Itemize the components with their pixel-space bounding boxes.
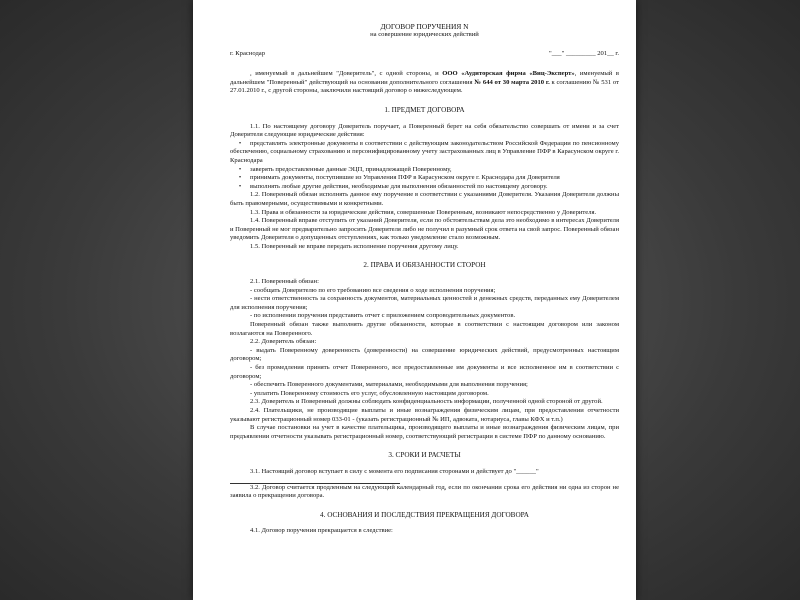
- section-1-heading: 1. ПРЕДМЕТ ДОГОВОРА: [384, 105, 465, 114]
- section-2-heading: 2. ПРАВА И ОБЯЗАННОСТИ СТОРОН: [363, 261, 486, 270]
- clause-1-3: 1.3. Права и обязанности за юридические действия, совершенные Поверенным, возникают непосредственно у Доверителя.: [250, 208, 597, 216]
- list-item: • представлять электронные документы в соответствии с действующим законодательством Российской Федерации по пенсионному обеспечению, социальному страхованию и персонифицированному учету застрахованных лиц в Управление ПФР в Карасунском округе г. Краснодара: [230, 139, 619, 164]
- document-title: ДОГОВОР ПОРУЧЕНИЯ N: [380, 22, 469, 31]
- clause-1-4: 1.4. Поверенный вправе отступить от указаний Доверителя, если по обстоятельствам дела это необходимо в интересах Доверителя и Поверенный не мог предварительно запросить Доверителя либо не получил в разумный срок ответа на свой запрос. Поверенный обязан уведомить Доверителя о допущенных отступлениях, как только уведомление стало возможным.: [230, 217, 619, 242]
- clause-1-1: 1.1. По настоящему договору Доверитель поручает, а Поверенный берет на себя обязательство совершать от имени и за счет Доверителя следующие юридические действия:: [230, 122, 619, 139]
- list-item: • принимать документы, поступившие из Управления ПФР в Карасунском округе г. Краснодара для Доверителя: [238, 174, 560, 182]
- clause-2-2: 2.2. Доверитель обязан:: [250, 338, 317, 346]
- list-item: • выполнять любые другие действия, необходимые для выполнения обязанностей по настоящему договору.: [238, 182, 548, 190]
- list-item: - выдать Поверенному доверенность (доверенности) на совершение юридических действий, предусмотренных настоящим договором;: [230, 346, 619, 363]
- document-page: [193, 0, 636, 600]
- list-item: - уплатить Поверенному стоимость его услуг, обусловленную настоящим договором.: [250, 389, 489, 397]
- list-item: - обеспечить Поверенного документами, материалами, необходимыми для выполнения поручения;: [250, 381, 528, 389]
- clause-4-1: 4.1. Договор поручения прекращается в следствие:: [250, 527, 393, 535]
- clause-1-2: 1.2. Поверенный обязан исполнять данное ему поручение в соответствии с указаниями Доверителя. Указания Доверителя должны быть правомерными, осуществимыми и конкретными.: [230, 191, 619, 207]
- clause-3-1: 3.1. Настоящий договор вступает в силу с момента его подписания сторонами и действует до "______": [250, 467, 539, 475]
- clause-2-4-extra: В случае постановки на учет в качестве плательщика, производящего выплаты и иные вознаграждения физическим лицам, при предъявлении отчетности указывать регистрационный номер, соответствующий регистрации в системе ПФР по данному основанию.: [230, 424, 619, 440]
- list-item: - по исполнении поручения представить отчет с приложением сопроводительных документов.: [250, 312, 516, 320]
- clause-1-5: 1.5. Поверенный не вправе передать исполнение поручения другому лицу.: [250, 242, 459, 250]
- document-content: [230, 22, 619, 536]
- list-item: • заверять предоставленные данные ЭЦП, принадлежащей Поверенному,: [238, 165, 452, 173]
- clause-2-1-extra: Поверенный обязан также выполнять другие обязанности, которые в соответствии с настоящим договором или законом возлагаются на Поверенного.: [230, 321, 619, 337]
- list-item: - нести ответственность за сохранность документов, материальных ценностей и денежных средств, переданных ему Доверителем для исполнения поручения;: [230, 295, 619, 311]
- place-date-line: [230, 50, 619, 59]
- document-subtitle: на совершение юридических действий: [370, 31, 479, 38]
- city: г. Краснодар: [230, 49, 266, 57]
- list-item: - сообщать Доверителю по его требованию все сведения о ходе исполнения поручения;: [250, 286, 496, 294]
- blank-line: [230, 477, 400, 484]
- clause-2-3: 2.3. Доверитель и Поверенный должны соблюдать конфиденциальность информации, полученной одной стороной от другой.: [250, 398, 603, 406]
- section-3-heading: 3. СРОКИ И РАСЧЕТЫ: [388, 451, 461, 460]
- preamble: , именуемый в дальнейшем "Доверитель", с одной стороны, и ООО «Аудиторская фирма «Виц-Эксперт», именуемый в дальнейшем "Поверенный" действующий на основании дополнительного соглашения № 644 от 30 марта 2010 г. к соглашению № 531 от 27.01.2010 г., с другой стороны, заключили настоящий договор о нижеследующем.: [230, 70, 620, 95]
- firm-name: ООО «Аудиторская фирма «Виц-Эксперт»: [442, 70, 575, 78]
- clause-3-2: 3.2. Договор считается продленным на следующий календарный год, если по окончании срока его действия ни одна из сторон не заявила о прекращении договора.: [230, 483, 619, 500]
- list-item: - без промедления принять отчет Поверенного, все предоставленные им документы и все исполненное им в соответствии с договором;: [230, 364, 619, 380]
- clause-2-1: 2.1. Поверенный обязан:: [250, 278, 319, 286]
- agreement-ref: № 644 от 30 марта 2010 г.: [474, 78, 550, 86]
- clause-2-4: 2.4. Плательщики, не производящие выплаты и иные вознаграждения физическим лицам, при предоставлении отчетности указывают регистрационный номер 033-01 - (указать регистрационный № ИП, адвоката, нотариуса, главы КФХ и т.п.): [230, 406, 619, 423]
- contract-date: "___" _________ 201__ г.: [549, 49, 619, 57]
- section-4-heading: 4. ОСНОВАНИЯ И ПОСЛЕДСТВИЯ ПРЕКРАЩЕНИЯ ДОГОВОРА: [320, 510, 529, 519]
